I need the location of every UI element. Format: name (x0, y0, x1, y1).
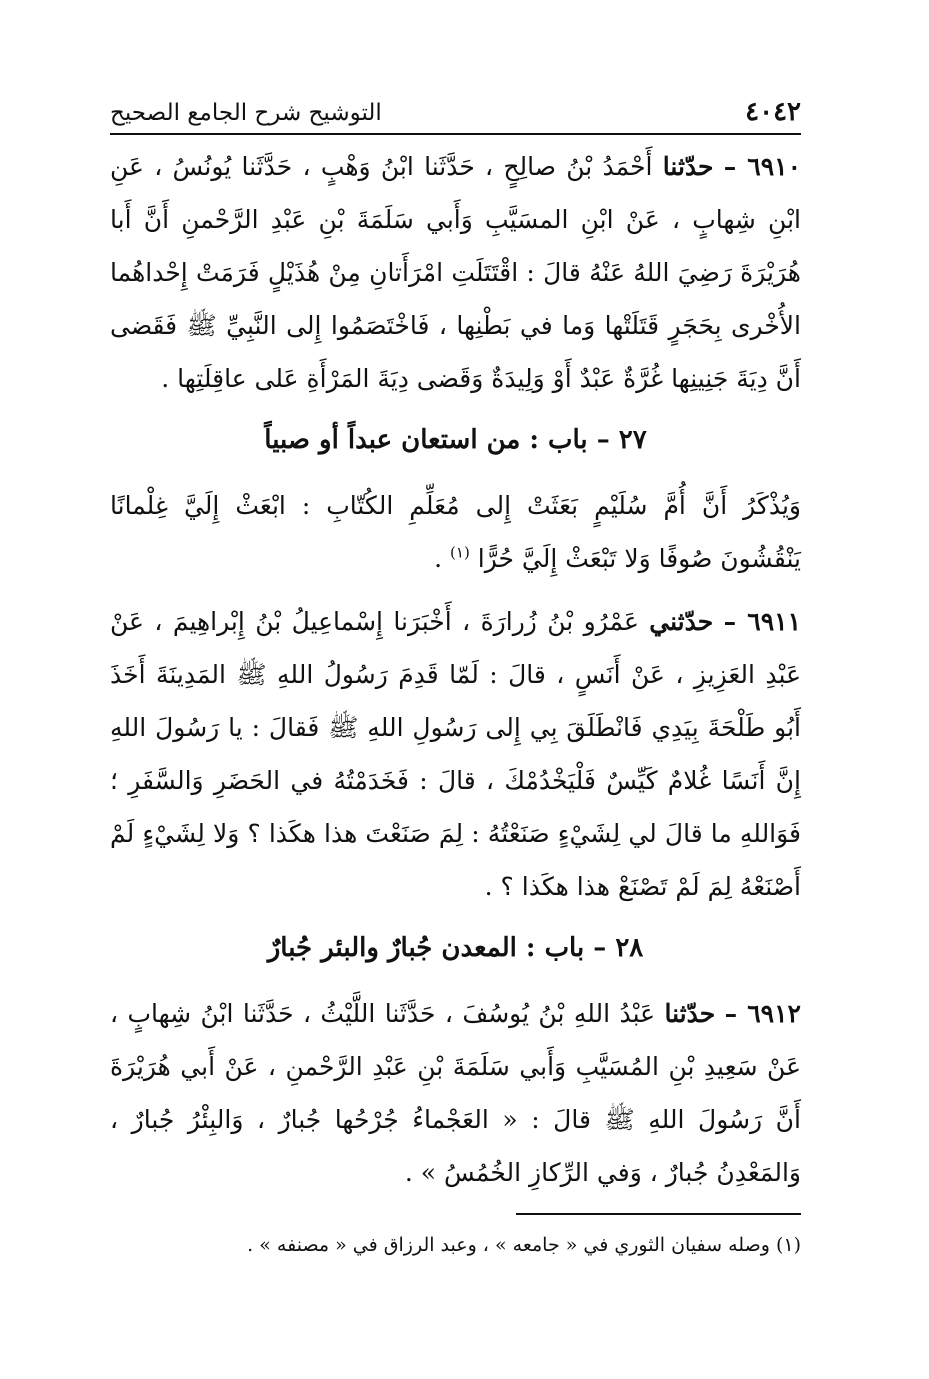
hadith-number: ٦٩١٢ – (724, 999, 801, 1028)
hadith-lead: حدّثنا (664, 999, 716, 1028)
chapter-27-text (110, 479, 801, 585)
hadith-text: عَبْدُ اللهِ بْنُ يُوسُفَ ، حَدَّثَنا اللَّيْثُ ، حَدَّثَنا ابْنُ شِهابٍ ، عَنْ سَعِيدِ بْنِ المُسَيَّبِ وَأَبي سَلَمَةَ بْنِ عَبْدِ الرَّحْمنِ ، عَنْ أَبي هُرَيْرَةَ أَنَّ رَسُولَ اللهِ ﷺ قالَ : « العَجْماءُ جُرْحُها جُبارٌ ، وَالبِئْرُ جُبارٌ ، وَالمَعْدِنُ جُبارٌ ، وَفي الرِّكازِ الخُمُسُ » . (110, 999, 801, 1187)
hadith-text: عَمْرُو بْنُ زُرارَةَ ، أَخْبَرَنا إِسْماعِيلُ بْنُ إِبْراهِيمَ ، عَنْ عَبْدِ العَزِيزِ ، عَنْ أَنَسٍ ، قالَ : لَمّا قَدِمَ رَسُولُ اللهِ ﷺ المَدِينَةَ أَخَذَ أَبُو طَلْحَةَ بِيَدِي فَانْطَلَقَ بِي إِلى رَسُولِ اللهِ ﷺ فَقالَ : يا رَسُولَ اللهِ إِنَّ أَنَسًا غُلامٌ كَيِّسٌ فَلْيَخْدُمْكَ ، قالَ : فَخَدَمْتُهُ في الحَضَرِ وَالسَّفَرِ ؛ فَوَاللهِ ما قالَ لي لِشَيْءٍ صَنَعْتُهُ : لِمَ صَنَعْتَ هذا هكَذا ؟ وَلا لِشَيْءٍ لَمْ أَصْنَعْهُ لِمَ لَمْ تَصْنَعْ هذا هكَذا ؟ . (110, 607, 801, 901)
spacer (110, 585, 801, 595)
hadith-6910 (110, 140, 801, 405)
book-title: التوشيح شرح الجامع الصحيح (110, 100, 382, 127)
running-header (110, 84, 801, 128)
mu-allaq-text: وَيُذْكَرُ أَنَّ أُمَّ سُلَيْمٍ بَعَثَتْ إِلى مُعَلِّمِ الكُتّابِ : ابْعَثْ إِلَيَّ غِلْمانًا يَنْقُشُونَ صُوفًا وَلا تَبْعَثْ إِلَيَّ حُرًّا (110, 491, 801, 573)
hadith-number: ٦٩١١ – (723, 607, 801, 636)
page-number: ٤٠٤٢ (745, 96, 801, 127)
header-divider (110, 133, 801, 135)
sentence-end: . (434, 544, 443, 573)
hadith-text: أَحْمَدُ بْنُ صالِحٍ ، حَدَّثَنا ابْنُ وَهْبٍ ، حَدَّثَنا يُونُسُ ، عَنِ ابْنِ شِهابٍ ، عَنْ ابْنِ المسَيَّبِ وَأَبي سَلَمَةَ بْنِ عَبْدِ الرَّحْمنِ أَنَّ أَبا هُرَيْرَةَ رَضِيَ اللهُ عَنْهُ قالَ : اقْتَتَلَتِ امْرَأَتانِ مِنْ هُذَيْلٍ فَرَمَتْ إِحْداهُما الأُخْرى بِحَجَرٍ قَتَلَتْها وَما في بَطْنِها ، فَاخْتَصَمُوا إِلى النَّبِيِّ ﷺ فَقَضى أَنَّ دِيَةَ جَنِينِها غُرَّةٌ عَبْدٌ أَوْ وَلِيدَةٌ وَقَضى دِيَةَ المَرْأَةِ عَلى عاقِلَتِها . (110, 152, 801, 393)
hadith-6912 (110, 987, 801, 1199)
chapter-heading-27: ٢٧ – باب : من استعان عبداً أو صبياً (264, 425, 647, 455)
hadith-number: ٦٩١٠ – (723, 152, 802, 181)
chapter-heading-28: ٢٨ – باب : المعدن جُبارٌ والبئر جُبارٌ (267, 933, 644, 963)
hadith-6911 (110, 595, 801, 913)
footnote: (١) وصله سفيان الثوري في « جامعه » ، وعبد الرزاق في « مصنفه » . (247, 1234, 801, 1256)
footnote-marker[interactable]: (١) (450, 543, 470, 562)
hadith-lead: حدّثني (649, 607, 714, 636)
footnote-divider (516, 1213, 801, 1215)
hadith-lead: حدّثنا (662, 152, 714, 181)
page-body (110, 140, 801, 1199)
